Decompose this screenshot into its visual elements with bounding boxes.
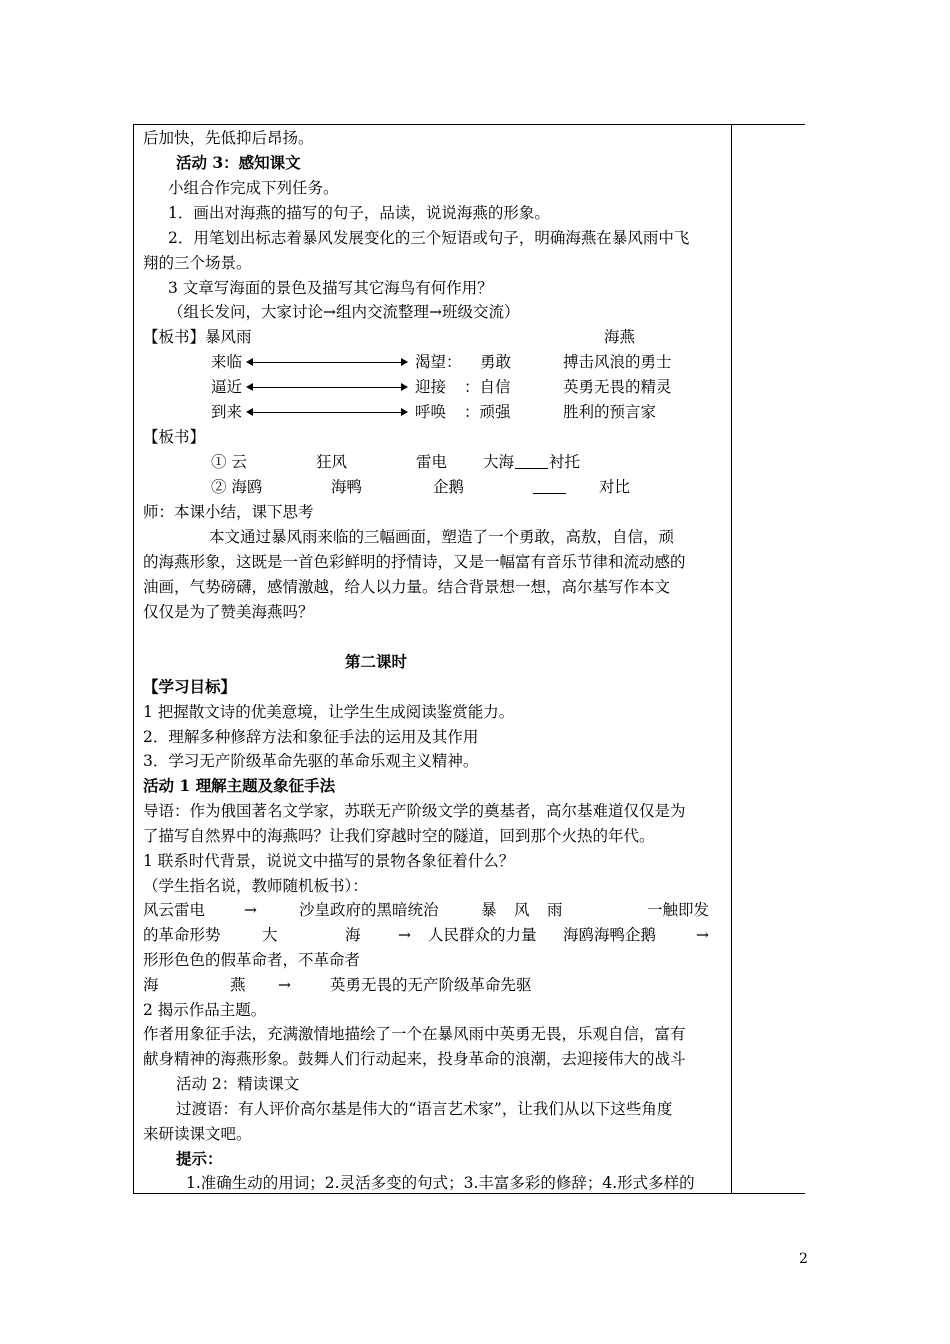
text-line: 仅仅是为了赞美海燕吗？ <box>143 603 314 621</box>
goal-item: 3．学习无产阶级革命先驱的革命乐观主义精神。 <box>143 752 479 770</box>
text-line: 师：本课小结，课下思考 <box>143 503 314 521</box>
board-image: 英勇无畏的精灵 <box>563 378 672 396</box>
text-line: 来研读课文吧。 <box>143 1125 252 1143</box>
text-line: 了描写自然界中的海燕吗？让我们穿越时空的隧道，回到那个火热的年代。 <box>143 827 655 845</box>
board-head: 海燕 <box>604 328 636 346</box>
text-line: （组长发问，大家讨论→组内交流整理→班级交流） <box>168 303 520 321</box>
board-action: 呼唤 <box>415 403 447 421</box>
board-item: 衬托 <box>549 453 581 471</box>
double-arrow-icon <box>248 387 406 388</box>
symbol-char: 大 <box>262 926 278 944</box>
board-image: 胜利的预言家 <box>563 403 657 421</box>
board-action: 迎接 <box>415 378 447 396</box>
text-line: 导语：作为俄国著名文学家，苏联无产阶级文学的奠基者，高尔基难道仅仅是为 <box>143 802 686 820</box>
board-item: 大海 <box>483 453 515 471</box>
fill-blank <box>533 493 566 494</box>
symbol-meaning: 人民群众的力量 <box>428 926 537 944</box>
double-arrow-icon <box>248 362 406 363</box>
text-line: 油画，气势磅礴，感情激越，给人以力量。结合背景想一想，高尔基写作本文 <box>143 578 671 596</box>
text-line: 1 联系时代背景，说说文中描写的景物各象征着什么？ <box>143 852 515 870</box>
symbol-char: 海 <box>143 976 159 994</box>
symbol-meaning: 一触即发 <box>647 901 710 919</box>
fill-blank <box>515 468 548 469</box>
text-line: 的海燕形象，这既是一首色彩鲜明的抒情诗，又是一幅富有音乐节律和流动感的 <box>143 553 686 571</box>
table-bottom-border <box>133 1193 805 1194</box>
text-line: 翔的三个场景。 <box>143 254 252 272</box>
section-heading: 【学习目标】 <box>143 677 237 696</box>
page-number: 2 <box>799 1251 808 1267</box>
text-line: 献身精神的海燕形象。鼓舞人们行动起来，投身革命的浪潮，去迎接伟大的战斗 <box>143 1050 686 1068</box>
board-trait: 勇敢 <box>480 353 512 371</box>
board-item: ② 海鸥 <box>211 478 263 496</box>
arrow-icon: → <box>278 976 291 994</box>
activity-heading: 活动 1 理解主题及象征手法 <box>143 776 336 795</box>
arrow-icon: → <box>696 926 709 944</box>
text-line: 1.准确生动的用词；2.灵活多变的句式；3.丰富多彩的修辞；4.形式多样的 <box>186 1174 695 1192</box>
table-column-divider <box>731 124 732 1194</box>
board-stage: 到来 <box>211 403 243 421</box>
symbol-item: 海鸥海鸭企鹅 <box>563 926 657 944</box>
arrow-icon: → <box>398 926 411 944</box>
symbol-meaning: 的革命形势 <box>143 926 221 944</box>
hint-heading: 提示： <box>176 1149 223 1168</box>
symbol-item: 风云雷电 <box>143 901 206 919</box>
symbol-char: 雨 <box>547 901 563 919</box>
board-image: 搏击风浪的勇士 <box>563 353 672 371</box>
table-left-border <box>133 124 134 1194</box>
symbol-meaning: 沙皇政府的黑暗统治 <box>299 901 439 919</box>
symbol-meaning: 形形色色的假革命者，不革命者 <box>143 951 361 969</box>
task-item: 3 文章写海面的景色及描写其它海鸟有何作用？ <box>168 279 493 297</box>
board-stage: 来临 <box>211 353 243 371</box>
task-item: 2．用笔划出标志着暴风发展变化的三个短语或句子，明确海燕在暴风雨中飞 <box>168 229 690 247</box>
text-line: 2 揭示作品主题。 <box>143 1001 267 1019</box>
board-stage: 逼近 <box>211 378 243 396</box>
board-item: 狂风 <box>316 453 348 471</box>
text-line: 小组合作完成下列任务。 <box>168 179 339 197</box>
text-line: 本文通过暴风雨来临的三幅画面，塑造了一个勇敢，高敖，自信，顽 <box>209 528 675 546</box>
text-line: 后加快，先低抑后昂扬。 <box>143 129 314 147</box>
double-arrow-icon <box>248 412 406 413</box>
board-trait: ：自信 <box>464 378 511 396</box>
symbol-meaning: 英勇无畏的无产阶级革命先驱 <box>330 976 532 994</box>
symbol-char: 燕 <box>230 976 246 994</box>
arrow-icon: → <box>244 901 257 919</box>
board-item: 企鹅 <box>433 478 465 496</box>
board-item: 雷电 <box>416 453 448 471</box>
symbol-char: 暴 <box>481 901 497 919</box>
task-item: 1．画出对海燕的描写的句子，品读，说说海燕的形象。 <box>168 204 550 222</box>
goal-item: 2．理解多种修辞方法和象征手法的运用及其作用 <box>143 728 479 746</box>
section-title: 第二课时 <box>345 652 408 671</box>
board-label: 【板书】 <box>143 428 206 446</box>
board-item: ① 云 <box>211 453 247 471</box>
text-line: 过渡语：有人评价高尔基是伟大的“语言艺术家”，让我们从以下这些角度 <box>176 1100 673 1118</box>
board-trait: ：顽强 <box>464 403 511 421</box>
board-item: 对比 <box>599 478 631 496</box>
table-top-border <box>133 124 805 125</box>
goal-item: 1 把握散文诗的优美意境，让学生生成阅读鉴赏能力。 <box>143 703 515 721</box>
text-line: （学生指名说，教师随机板书）： <box>143 877 368 895</box>
board-label: 【板书】暴风雨 <box>143 328 252 346</box>
symbol-char: 海 <box>345 926 361 944</box>
board-action: 渴望： <box>415 353 462 371</box>
symbol-char: 风 <box>514 901 530 919</box>
activity-heading: 活动 3：感知课文 <box>176 153 301 172</box>
board-item: 海鸭 <box>331 478 363 496</box>
activity-heading: 活动 2：精读课文 <box>176 1075 300 1093</box>
text-line: 作者用象征手法，充满激情地描绘了一个在暴风雨中英勇无畏，乐观自信，富有 <box>143 1025 686 1043</box>
